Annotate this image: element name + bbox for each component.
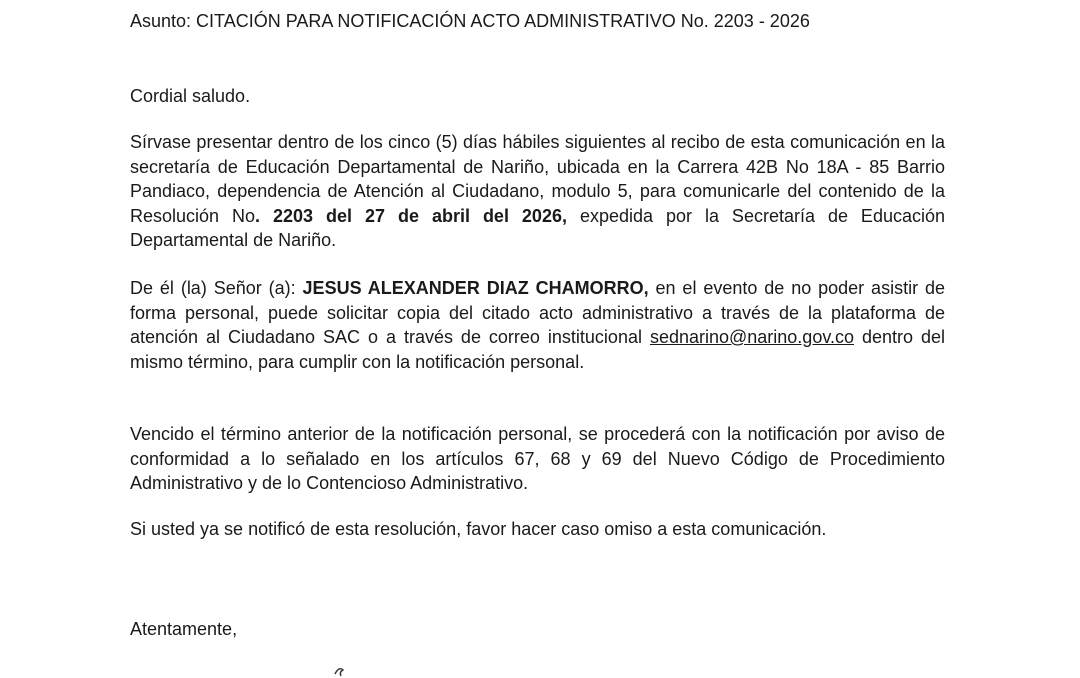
paragraph-recipient <box>130 276 945 374</box>
paragraph-disclaimer: Si usted ya se notificó de esta resolución, favor hacer caso omiso a esta comunicación. <box>130 519 827 539</box>
paragraph-recipient-text-b: en el evento de no poder asistir de forma personal, puede solicitar copia del citado acto administrativo a través de la plataforma de atención al Ciudadano SAC o a través de correo institucional <box>130 278 945 347</box>
subject-line: Asunto: CITACIÓN PARA NOTIFICACIÓN ACTO ADMINISTRATIVO No. 2203 - 2026 <box>130 11 810 31</box>
paragraph-citation-text-a: Sírvase presentar dentro de los cinco (5) días hábiles siguientes al recibo de esta comunicación en la secretaría de Educación Departamental de Nariño, ubicada en la Carrera 42B No 18A - 85 Barrio Pandiaco, dependencia de Atención al Ciudadano, modulo 5, para comunicarle del contenido de la Resolución No <box>130 132 945 226</box>
institutional-email-link[interactable]: sednarino@narino.gov.co <box>649 327 855 347</box>
signature-mark <box>255 664 345 678</box>
greeting: Cordial saludo. <box>130 86 251 106</box>
paragraph-expiration: Vencido el término anterior de la notificación personal, se procederá con la notificación por aviso de conformidad a lo señalado en los artículos 67, 68 y 69 del Nuevo Código de Procedimiento Administrativo y de lo Contencioso Administrativo. <box>130 424 945 493</box>
paragraph-recipient-text-c: dentro del mismo término, para cumplir con la notificación personal. <box>130 327 946 372</box>
resolution-reference: . 2203 del 27 de abril del 2026, <box>255 205 567 226</box>
paragraph-citation-text-b: expedida por la Secretaría de Educación Departamental de Nariño. <box>130 205 945 250</box>
paragraph-citation <box>130 130 945 253</box>
recipient-name: JESUS ALEXANDER DIAZ CHAMORRO, <box>302 278 649 298</box>
closing: Atentamente, <box>130 619 238 639</box>
paragraph-recipient-text-a: De él (la) Señor (a): <box>130 278 303 298</box>
